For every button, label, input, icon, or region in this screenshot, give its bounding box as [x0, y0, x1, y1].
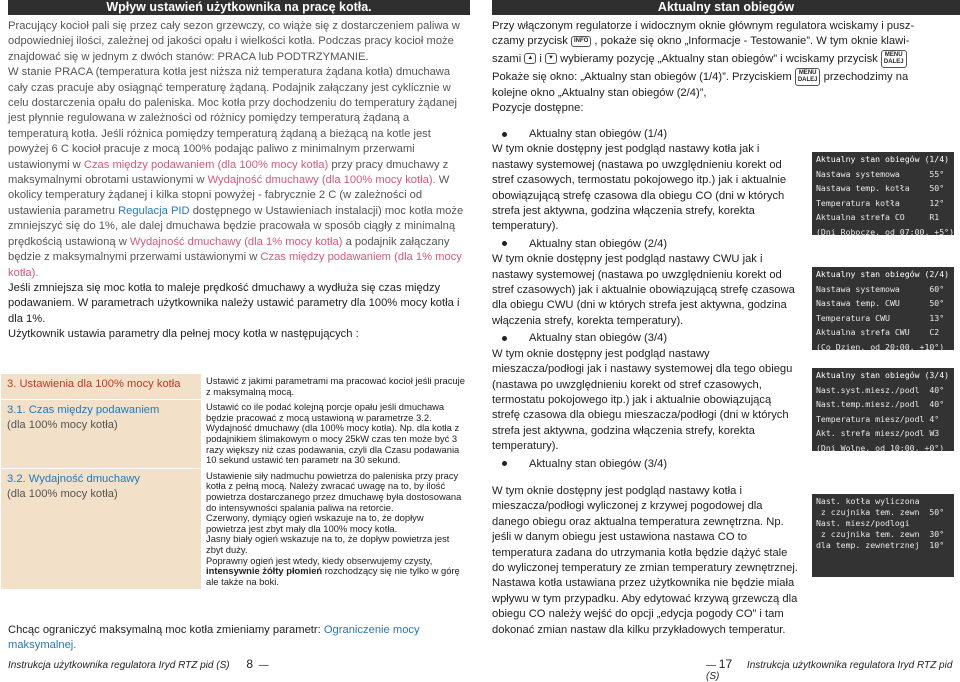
work-state-paragraph: W stanie PRACA (temperatura kotła jest niższa niż temperatura żądana kotła) dmuchawa cały czas pracuje aby osiągnąć temperaturę żądaną. Podajnik załączany jest cyklicznie w celu dostarczenia opału do paleniska. Moc kotła przy dochodzeniu do temperatury żądanej jest płynnie regulowana w zależności od różnicy pomiędzy temperaturą żądaną a temperaturą kotła. Jeśli różnica pomiędzy temperaturą żądaną a bieżącą na kotle jest powyżej 6 C kocioł pracuje z mocą 100% podając paliwo z minimalnym przerwami ustawionymi w Czas między podawaniem (dla 100% mocy kotła) przy pracy dmuchawy z maksymalnymi obrotami ustawionymi w Wydajność dmuchawy (dla 100% mocy kotła). W okolicy temperatury żądanej i kilka stopni powyżej - fabrycznie 2 C (w zależności od ustawienia parametru Regulacja PID dostępnego w Ustawieniach instalacji) moc kotła może zmniejszyć się do 1%, ale dalej dmuchawa będzie pracowała w sposób ciągły z minimalną prędkością ustawioną w Wydajność dmuchawy (dla 1% mocy kotła) a podajnik załączany będzie z maksymalnymi przerwami ustawionymi w Czas między podawaniem (dla 1% mocy kotła).: [8, 66, 464, 279]
table-desc-3-2: Ustawienie siły nadmuchu powietrza do paleniska przy pracy kotła z pełną mocą. Należy zwracać uwagę na to, by ilość powietrza dostarczanego przez dmuchawę była dostosowana do intensywności spalania paliwa na retorcie. Czerwony, dymiący ogień wskazuje na to, że dopływ powietrza jest zbyt mały dla 100% mocy kotła. Jasny biały ogień wskazuje na to, że dopływ powietrza jest zbyt duży. Poprawny ogień jest wtedy, kiedy obserwujemy czysty, intensywnie żółty płomień rozchodzący się nie tylko w górę ale także na boki.: [202, 468, 470, 590]
menu-dalej-button-icon: MENU DALEJ: [881, 50, 907, 68]
arrow-up-icon: ▲: [524, 53, 536, 64]
right-footer: — 17 Instrukcja użytkownika regulatora Iryd RTZ pid (S): [706, 657, 953, 682]
table-heading-3-1: 3.1. Czas między podawaniem: [7, 404, 160, 417]
arrow-down-icon: ▼: [545, 53, 557, 64]
right-section-title: Aktualny stan obiegów: [492, 0, 960, 15]
bullet-icon: [502, 461, 507, 466]
circuit-list: Aktualny stan obiegów (1/4) W tym oknie dostępny jest podgląd nastawy kotła jak i nastawy systemowej (nastawa po uwzględnieniu korekt od stref czasowych, termostatu pokojowego itp.) jak i aktualnie obowiązującą strefę czasowa dla obiegu CO (dni w których strefa jest aktywna, godzina włączenia strefy, korekta temperatury). Aktualny stan obiegów (2/4) W tym oknie dostępny jest podgląd nastawy CWU jak i nastawy systemowej (nastawa po uwzględnieniu korekt od stref czasowych) jak i aktualnie obowiązującą strefę czasowa dla obiegu CWU (dni w których strefa jest aktywna, godzina włączenia strefy, korekta temperatury). Aktualny stan obiegów (3/4) W tym oknie dostępny jest podgląd nastawy mieszacza/podłogi jak i nastawy systemowej dla tego obiegu (nastawa po uwzględnieniu korekt od stref czasowych, termostatu pokojowego itp.) jak i aktualnie obowiązującą strefę czasowa dla obiegu mieszacza/podłogi (dni w których strefa jest aktywna, godzina włączenia strefy, korekta temperatury). Aktualny stan obiegów (3/4): [492, 127, 802, 472]
right-intro: Przy włączonym regulatorze i widocznym oknie głównym regulatora wciskamy i pusz- czamy przycisk INFO , pokaże się okno „Informacje - Testowanie”. W tym oknie klawi- szami ▲ i ▼ wybieramy pozycję „Aktualny stan obiegów” i wciskamy przycisk MENU DALEJ Pokaże się okno: „Aktualny stan obiegów (1/4)”. Przyciskiem MENU DALEJ przechodzimy na kolejne okno „Aktualny stan obiegów (2/4)”, Pozycje dostępne:: [492, 20, 915, 115]
bullet-4: Aktualny stan obiegów (3/4): [492, 457, 802, 472]
regulacja-pid-ref: Regulacja PID: [118, 204, 190, 217]
left-footer: Instrukcja użytkownika regulatora Iryd RTZ pid (S) 8 —: [8, 657, 269, 671]
czas-miedzy-podawaniem-ref: Czas między podawaniem: [83, 158, 215, 171]
bullet-4-text: W tym oknie dostępny jest podgląd nastawy kotła i mieszacza/podłogi wyliczonej z krzywej pogodowej dla danego obiegu oraz aktualna temperatura zewnętrzna. Np. jeśli w danym obiegu jest ustawiona nastawa CO to temperatura zadana do utrzymania kotła będzie dążyć stale do wyliczonej temperatury ze zmian temperatury zewnętrznej. Nastawa kotła ustawiana przez użytkownika nie będzie miała wpływu w tym przypadku. Aby edytować krzywą grzewczą dla obiegu CO należy wejść do opcji „edycja pogody CO” i tam dokonać zmian nastaw dla kilku przykładowych temperatur.: [492, 485, 798, 636]
right-page-number: 17: [718, 657, 733, 671]
bullet-3: Aktualny stan obiegów (3/4): [492, 331, 802, 346]
table-desc-3-1: Ustawić co ile podać kolejną porcje opału jeśli dmuchawa będzie pracować z mocą ustawioną w parametrze 3.2. Wydajność dmuchawy (dla 100% mocy kotła). Np. dla kotła z podajnikiem ślimakowym o mocy 25kW czas ten może być 3 razy większy niż czas podawania, czyli dla Czasu podawania 10 sekund ustawić ten parametr na 30 sekund.: [202, 400, 470, 469]
bullet-2: Aktualny stan obiegów (2/4): [492, 237, 802, 252]
info-button-icon: INFO: [571, 36, 591, 47]
settings-table: 3. Ustawienia dla 100% mocy kotła Ustawić z jakimi parametrami ma pracować kocioł jeśli pracuje z maksymalną mocą. 3.1. Czas między podawaniem (dla 100% mocy kotła) Ustawić co ile podać kolejną porcje opału jeśli dmuchawa będzie pracować z mocą ustawioną w parametrze 3.2. Wydajność dmuchawy (dla 100% mocy kotła). Np. dla kotła z podajnikiem ślimakowym o mocy 25kW czas ten może być 3 razy większy niż czas podawania, czyli dla Czasu podawania 10 sekund ustawić ten parametr na 30 sekund. 3.2. Wydajność dmuchawy (dla 100% mocy kotła) Ustawienie siły nadmuchu powietrza do paleniska przy pracy kotła z pełną mocą. Należy zwracać uwagę na to, by ilość powietrza dostarczanego przez dmuchawę była dostosowana do intensywności spalania paliwa na retorcie. Czerwony, dymiący ogień wskazuje na to, że dopływ powietrza jest zbyt mały dla 100% mocy kotła. Jasny biały ogień wskazuje na to, że dopływ powietrza jest zbyt duży. Poprawny ogień jest wtedy, kiedy obserwujemy czysty, intensywnie żółty płomień rozchodzący się nie tylko w górę ale także na boki.: [0, 373, 470, 590]
left-body: [0, 19, 470, 343]
bullet-icon: [502, 336, 507, 341]
ograniczenie-mocy-ref: Ograniczenie mocy maksymalnej.: [8, 624, 420, 652]
left-page-number: 8: [246, 657, 254, 671]
left-section-title: Wpływ ustawień użytkownika na pracę kotła.: [8, 0, 470, 15]
table-heading-100: 3. Ustawienia dla 100% mocy kotła: [7, 378, 181, 390]
bullet-1: Aktualny stan obiegów (1/4): [492, 127, 802, 142]
bullet-icon: [502, 132, 507, 137]
left-page: [0, 0, 470, 652]
lcd-screen-2: Aktualny stan obiegów (2/4) Nastawa systemowa 60° Nastawa temp. CWU 50° Temperatura CWU 13° Aktualna strefa CWU C2 (Co Dzien, od 20:00, +10°): [812, 267, 954, 350]
menu-dalej-button-icon-2: MENU DALEJ: [795, 68, 821, 86]
wydajnosc-dmuchawy-ref: Wydajność dmuchawy: [207, 174, 319, 187]
lcd-screen-3: Aktualny stan obiegów (3/4) Nast.syst.miesz./podl 40° Nast.temp.miesz./podl 40° Temperatura miesz/podl 4° Akt. strefa miesz/podl W3 (Dni Wolne, od 10:00, +0°): [812, 368, 954, 451]
lcd-screen-4: Nast. kotła wyliczona z czujnika tem. zewn 50° Nast. miesz/podlogi z czujnika tem. zewn 30° dla temp. zewnetrznej 10°: [812, 494, 954, 577]
power-paragraph: Jeśli zmniejsza się moc kotła to maleje prędkość dmuchawy a wydłuża się czas między podawaniem. W parametrach użytkownika należy ustawić parametry dla 100% mocy kotła i dla 1%.: [8, 281, 460, 325]
table-desc-100: Ustawić z jakimi parametrami ma pracować kocioł jeśli pracuje z maksymalną mocą.: [202, 374, 470, 400]
intro-paragraph: Pracujący kocioł pali się przez cały sezon grzewczy, co wiąże się z dostarczeniem paliwa w odpowiedniej ilości, zależnej od jakości opału i wielkości kotła. Podczas pracy kocioł może znajdować się w jednym z dwóch stanów: PRACA lub PODTRZYMANIE.: [8, 20, 460, 63]
params-intro: Użytkownik ustawia parametry dla pełnej mocy kotła w następujących :: [8, 328, 359, 341]
table-heading-3-2: 3.2. Wydajność dmuchawy: [7, 472, 140, 485]
bullet-icon: [502, 241, 507, 246]
lcd-screen-1: Aktualny stan obiegów (1/4) Nastawa systemowa 55° Nastawa temp. kotła 50° Temperatura kotła 12° Aktualna strefa CO R1 (Dni Robocze, od 07:00, +5°): [812, 152, 954, 235]
closing-paragraph: Chcąc ograniczyć maksymalną moc kotła zmieniamy parametr: Ograniczenie mocy maksymalnej.: [8, 624, 420, 652]
